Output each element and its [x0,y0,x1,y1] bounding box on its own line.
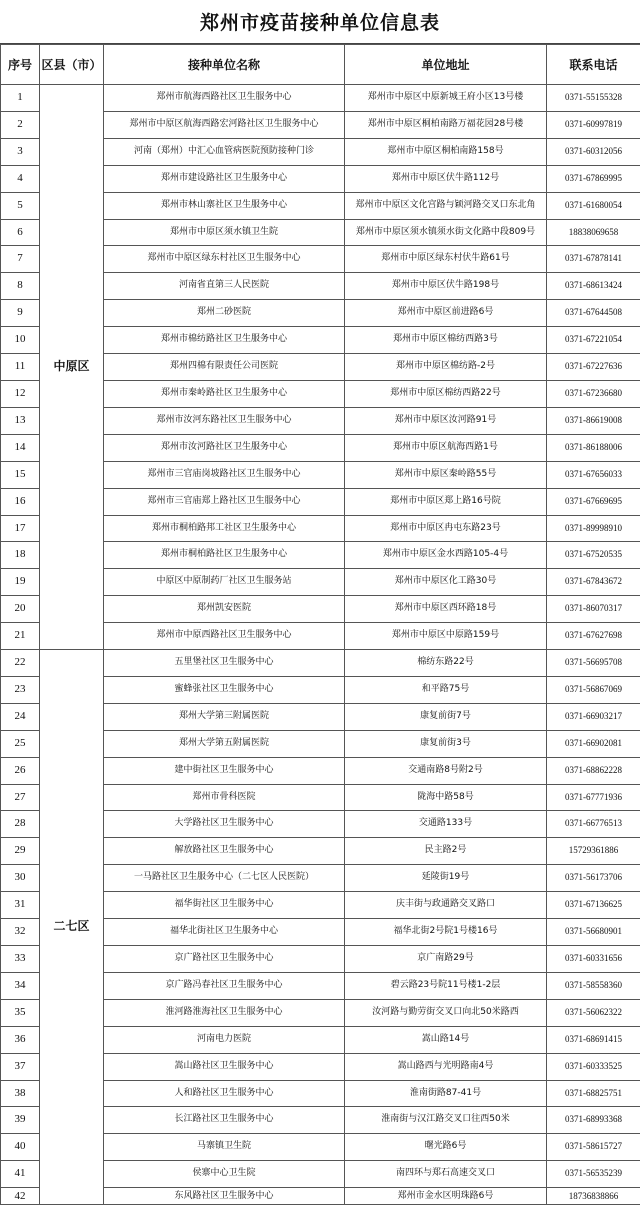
row-phone: 0371-68862228 [547,757,640,784]
row-address: 康复前街3号 [345,730,547,757]
row-seq: 32 [1,919,40,946]
row-seq: 33 [1,946,40,973]
row-unit-name: 郑州市骨科医院 [104,784,345,811]
row-seq: 28 [1,811,40,838]
row-seq: 18 [1,542,40,569]
row-unit-name: 侯寨中心卫生院 [104,1161,345,1188]
row-unit-name: 人和路社区卫生服务中心 [104,1080,345,1107]
table-body [1,85,640,1205]
row-seq: 19 [1,569,40,596]
row-seq: 31 [1,892,40,919]
row-address: 郑州市中原区文化宫路与颖河路交叉口东北角 [345,192,547,219]
row-phone: 0371-86188006 [547,434,640,461]
row-address: 郑州市中原区冉屯东路23号 [345,515,547,542]
row-seq: 23 [1,676,40,703]
row-seq: 17 [1,515,40,542]
row-unit-name: 郑州大学第三附属医院 [104,703,345,730]
row-seq: 34 [1,972,40,999]
row-address: 福华北街2号院1号楼16号 [345,919,547,946]
row-address: 庆丰街与政通路交叉路口 [345,892,547,919]
row-unit-name: 郑州市中原区绿东村社区卫生服务中心 [104,246,345,273]
row-phone: 0371-60331656 [547,946,640,973]
header-seq: 序号 [1,45,40,85]
row-address: 淮南街路87-41号 [345,1080,547,1107]
row-address: 郑州市中原区西环路18号 [345,596,547,623]
row-address: 郑州市中原区须水镇须水街文化路中段809号 [345,219,547,246]
row-seq: 15 [1,461,40,488]
table-row [1,85,640,112]
row-unit-name: 郑州市中原西路社区卫生服务中心 [104,623,345,650]
row-seq: 25 [1,730,40,757]
row-phone: 0371-67236680 [547,380,640,407]
row-phone: 0371-67520535 [547,542,640,569]
row-unit-name: 郑州市秦岭路社区卫生服务中心 [104,380,345,407]
page-title: 郑州市疫苗接种单位信息表 [0,0,640,44]
row-unit-name: 福华北街社区卫生服务中心 [104,919,345,946]
row-phone: 0371-60333525 [547,1053,640,1080]
row-address: 郑州市中原区桐柏南路158号 [345,138,547,165]
row-phone: 0371-67656033 [547,461,640,488]
vaccination-table [0,44,640,1205]
row-unit-name: 解放路社区卫生服务中心 [104,838,345,865]
row-phone: 0371-89998910 [547,515,640,542]
row-seq: 38 [1,1080,40,1107]
row-unit-name: 蜜蜂张社区卫生服务中心 [104,676,345,703]
row-unit-name: 一马路社区卫生服务中心（二七区人民医院） [104,865,345,892]
row-phone: 0371-56680901 [547,919,640,946]
row-phone: 0371-67878141 [547,246,640,273]
row-unit-name: 郑州市林山寨社区卫生服务中心 [104,192,345,219]
row-seq: 41 [1,1161,40,1188]
row-phone: 0371-67627698 [547,623,640,650]
row-address: 交通南路8号附2号 [345,757,547,784]
row-seq: 4 [1,165,40,192]
row-seq: 1 [1,85,40,112]
row-phone: 0371-67227636 [547,354,640,381]
header-address: 单位地址 [345,45,547,85]
row-seq: 10 [1,327,40,354]
row-address: 郑州市金水区明珠路6号 [345,1188,547,1205]
row-phone: 18838069658 [547,219,640,246]
row-address: 京广南路29号 [345,946,547,973]
row-address: 陇海中路58号 [345,784,547,811]
row-address: 棉纺东路22号 [345,650,547,677]
district-cell: 二七区 [40,650,104,1205]
row-unit-name: 郑州市桐柏路邦工社区卫生服务中心 [104,515,345,542]
row-phone: 0371-56695708 [547,650,640,677]
row-unit-name: 长江路社区卫生服务中心 [104,1107,345,1134]
row-unit-name: 郑州市汝河东路社区卫生服务中心 [104,407,345,434]
row-unit-name: 郑州市三官庙岗坡路社区卫生服务中心 [104,461,345,488]
district-cell: 中原区 [40,85,104,650]
header-phone: 联系电话 [547,45,640,85]
header-district: 区县（市） [40,45,104,85]
row-unit-name: 郑州市桐柏路社区卫生服务中心 [104,542,345,569]
row-unit-name: 五里堡社区卫生服务中心 [104,650,345,677]
row-seq: 22 [1,650,40,677]
row-seq: 29 [1,838,40,865]
row-unit-name: 郑州大学第五附属医院 [104,730,345,757]
row-phone: 0371-68613424 [547,273,640,300]
row-phone: 0371-68691415 [547,1026,640,1053]
row-unit-name: 郑州市航海西路社区卫生服务中心 [104,85,345,112]
row-unit-name: 郑州市棉纺路社区卫生服务中心 [104,327,345,354]
row-phone: 0371-67869995 [547,165,640,192]
row-address: 郑州市中原区棉纺路-2号 [345,354,547,381]
row-seq: 2 [1,111,40,138]
row-phone: 0371-67843672 [547,569,640,596]
row-seq: 39 [1,1107,40,1134]
row-phone: 0371-86070317 [547,596,640,623]
row-address: 郑州市中原区航海西路1号 [345,434,547,461]
row-address: 郑州市中原区前进路6号 [345,300,547,327]
row-seq: 8 [1,273,40,300]
row-seq: 40 [1,1134,40,1161]
row-address: 淮南街与汉江路交叉口往西50米 [345,1107,547,1134]
row-unit-name: 河南省直第三人民医院 [104,273,345,300]
row-unit-name: 中原区中原制药厂社区卫生服务站 [104,569,345,596]
row-seq: 26 [1,757,40,784]
row-phone: 0371-60997819 [547,111,640,138]
row-seq: 24 [1,703,40,730]
row-phone: 0371-67669695 [547,488,640,515]
row-seq: 11 [1,354,40,381]
row-unit-name: 郑州四棉有限责任公司医院 [104,354,345,381]
row-unit-name: 马寨镇卫生院 [104,1134,345,1161]
row-phone: 0371-55155328 [547,85,640,112]
row-address: 康复前街7号 [345,703,547,730]
row-phone: 0371-67221054 [547,327,640,354]
row-unit-name: 建中街社区卫生服务中心 [104,757,345,784]
row-unit-name: 郑州市中原区须水镇卫生院 [104,219,345,246]
row-seq: 27 [1,784,40,811]
row-unit-name: 嵩山路社区卫生服务中心 [104,1053,345,1080]
row-address: 郑州市中原区郑上路16号院 [345,488,547,515]
row-phone: 0371-56867069 [547,676,640,703]
row-seq: 36 [1,1026,40,1053]
row-seq: 7 [1,246,40,273]
row-unit-name: 大学路社区卫生服务中心 [104,811,345,838]
row-address: 郑州市中原区棉纺西路22号 [345,380,547,407]
row-phone: 0371-60312056 [547,138,640,165]
row-phone: 0371-67644508 [547,300,640,327]
row-seq: 6 [1,219,40,246]
row-phone: 0371-66903217 [547,703,640,730]
row-phone: 15729361886 [547,838,640,865]
row-unit-name: 郑州市三官庙郑上路社区卫生服务中心 [104,488,345,515]
row-address: 郑州市中原区桐柏南路万福花园28号楼 [345,111,547,138]
row-phone: 0371-56173706 [547,865,640,892]
row-address: 郑州市中原区绿东村伏牛路61号 [345,246,547,273]
row-phone: 0371-58558360 [547,972,640,999]
row-seq: 3 [1,138,40,165]
row-seq: 20 [1,596,40,623]
row-phone: 0371-58615727 [547,1134,640,1161]
row-phone: 0371-56535239 [547,1161,640,1188]
row-unit-name: 河南电力医院 [104,1026,345,1053]
row-address: 延陵街19号 [345,865,547,892]
row-address: 汝河路与勤劳街交叉口向北50米路西 [345,999,547,1026]
row-address: 郑州市中原区伏牛路198号 [345,273,547,300]
row-seq: 35 [1,999,40,1026]
row-phone: 0371-56062322 [547,999,640,1026]
row-address: 郑州市中原区化工路30号 [345,569,547,596]
row-phone: 0371-66902081 [547,730,640,757]
row-unit-name: 郑州凯安医院 [104,596,345,623]
row-address: 民主路2号 [345,838,547,865]
row-seq: 42 [1,1188,40,1205]
row-unit-name: 郑州市中原区航海西路宏河路社区卫生服务中心 [104,111,345,138]
table-row [1,650,640,677]
row-phone: 0371-61680054 [547,192,640,219]
row-phone: 0371-66776513 [547,811,640,838]
row-seq: 5 [1,192,40,219]
row-address: 和平路75号 [345,676,547,703]
row-address: 碧云路23号院11号楼1-2层 [345,972,547,999]
row-seq: 12 [1,380,40,407]
row-unit-name: 郑州二砂医院 [104,300,345,327]
row-unit-name: 福华街社区卫生服务中心 [104,892,345,919]
row-unit-name: 郑州市建设路社区卫生服务中心 [104,165,345,192]
row-seq: 13 [1,407,40,434]
row-unit-name: 京广路社区卫生服务中心 [104,946,345,973]
row-address: 郑州市中原区汝河路91号 [345,407,547,434]
table-header-row [1,45,640,85]
row-unit-name: 河南（郑州）中汇心血管病医院预防接种门诊 [104,138,345,165]
row-unit-name: 郑州市汝河路社区卫生服务中心 [104,434,345,461]
row-address: 郑州市中原区伏牛路112号 [345,165,547,192]
row-address: 郑州市中原区秦岭路55号 [345,461,547,488]
row-phone: 0371-67771936 [547,784,640,811]
row-seq: 9 [1,300,40,327]
row-phone: 0371-67136625 [547,892,640,919]
row-unit-name: 淮河路淮海社区卫生服务中心 [104,999,345,1026]
row-address: 曙光路6号 [345,1134,547,1161]
row-phone: 0371-68993368 [547,1107,640,1134]
row-seq: 37 [1,1053,40,1080]
row-address: 郑州市中原区中原新城王府小区13号楼 [345,85,547,112]
row-address: 嵩山路14号 [345,1026,547,1053]
row-seq: 30 [1,865,40,892]
row-address: 南四环与郑石高速交叉口 [345,1161,547,1188]
row-seq: 14 [1,434,40,461]
row-unit-name: 东风路社区卫生服务中心 [104,1188,345,1205]
row-phone: 18736838866 [547,1188,640,1205]
row-address: 嵩山路西与光明路南4号 [345,1053,547,1080]
row-phone: 0371-86619008 [547,407,640,434]
row-unit-name: 京广路冯春社区卫生服务中心 [104,972,345,999]
row-address: 郑州市中原区金水西路105-4号 [345,542,547,569]
header-name: 接种单位名称 [104,45,345,85]
row-address: 郑州市中原区中原路159号 [345,623,547,650]
row-seq: 16 [1,488,40,515]
row-seq: 21 [1,623,40,650]
row-address: 郑州市中原区棉纺西路3号 [345,327,547,354]
row-address: 交通路133号 [345,811,547,838]
row-phone: 0371-68825751 [547,1080,640,1107]
